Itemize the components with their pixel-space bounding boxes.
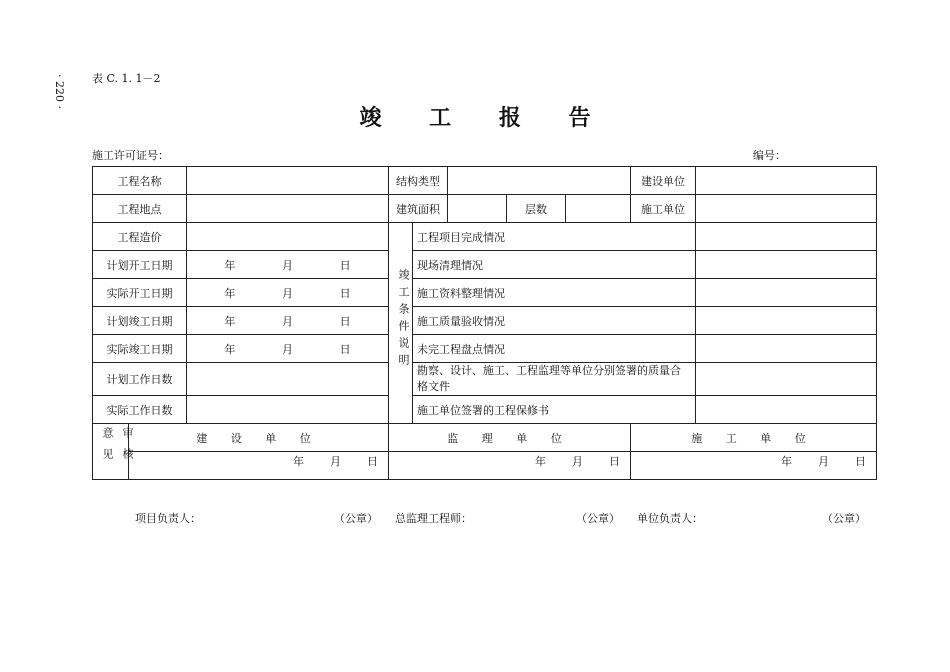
actual-workdays-field[interactable] bbox=[187, 396, 389, 424]
owner-review-header: 建 设 单 位 bbox=[129, 424, 389, 452]
year-label: 年 bbox=[224, 286, 236, 300]
contractor-seal-label: （公章） bbox=[822, 512, 866, 525]
owner-unit-field[interactable] bbox=[696, 167, 877, 195]
actual-workdays-label: 实际工作日数 bbox=[93, 396, 187, 424]
completion-report-table bbox=[92, 166, 877, 525]
condition-field[interactable] bbox=[696, 363, 877, 396]
condition-item: 施工单位签署的工程保修书 bbox=[413, 396, 696, 424]
contractor-review-cell[interactable] bbox=[631, 452, 877, 525]
month-label: 月 bbox=[572, 455, 583, 468]
floors-field[interactable] bbox=[566, 195, 631, 223]
day-label: 日 bbox=[339, 258, 351, 272]
planned-start-label: 计划开工日期 bbox=[93, 251, 187, 279]
building-area-label: 建筑面积 bbox=[389, 195, 448, 223]
month-label: 月 bbox=[818, 455, 829, 468]
building-area-field[interactable] bbox=[448, 195, 507, 223]
review-label bbox=[93, 424, 134, 480]
month-label: 月 bbox=[281, 314, 293, 328]
review-label-text: 审核意见 bbox=[101, 427, 134, 469]
condition-field[interactable] bbox=[696, 335, 877, 363]
month-label: 月 bbox=[330, 455, 341, 468]
condition-field[interactable] bbox=[696, 251, 877, 279]
project-location-label: 工程地点 bbox=[93, 195, 187, 223]
structure-type-field[interactable] bbox=[448, 167, 631, 195]
planned-completion-field[interactable] bbox=[187, 307, 389, 335]
owner-seal-label: （公章） bbox=[334, 512, 378, 525]
project-name-field[interactable] bbox=[187, 167, 389, 195]
actual-completion-label: 实际竣工日期 bbox=[93, 335, 187, 363]
owner-review-cell[interactable] bbox=[129, 452, 389, 525]
actual-start-label: 实际开工日期 bbox=[93, 279, 187, 307]
condition-item: 未完工程盘点情况 bbox=[413, 335, 696, 363]
year-label: 年 bbox=[781, 455, 792, 468]
year-label: 年 bbox=[224, 314, 236, 328]
supervisor-review-header: 监 理 单 位 bbox=[389, 424, 631, 452]
day-label: 日 bbox=[339, 286, 351, 300]
table-number: 表 C. 1. 1－2 bbox=[92, 72, 161, 85]
month-label: 月 bbox=[281, 258, 293, 272]
condition-field[interactable] bbox=[696, 396, 877, 424]
month-label: 月 bbox=[281, 342, 293, 356]
planned-workdays-label: 计划工作日数 bbox=[93, 363, 187, 396]
year-label: 年 bbox=[224, 258, 236, 272]
planned-start-field[interactable] bbox=[187, 251, 389, 279]
serial-number-label: 编号： bbox=[753, 149, 786, 162]
contractor-unit-label: 施工单位 bbox=[631, 195, 696, 223]
project-cost-label: 工程造价 bbox=[93, 223, 187, 251]
condition-item: 施工资料整理情况 bbox=[413, 279, 696, 307]
structure-type-label: 结构类型 bbox=[389, 167, 448, 195]
year-label: 年 bbox=[293, 455, 304, 468]
condition-item: 施工质量验收情况 bbox=[413, 307, 696, 335]
supervisor-review-cell[interactable] bbox=[389, 452, 631, 525]
condition-field[interactable] bbox=[696, 307, 877, 335]
page-title: 竣 工 报 告 bbox=[359, 105, 611, 131]
condition-field[interactable] bbox=[696, 279, 877, 307]
year-label: 年 bbox=[224, 342, 236, 356]
supervisor-seal-label: （公章） bbox=[576, 512, 620, 525]
condition-item: 现场清理情况 bbox=[413, 251, 696, 279]
page-number: · 220 · bbox=[53, 74, 66, 109]
day-label: 日 bbox=[367, 455, 378, 468]
conditions-group-label bbox=[389, 223, 413, 424]
contractor-review-header: 施 工 单 位 bbox=[631, 424, 877, 452]
actual-start-field[interactable] bbox=[187, 279, 389, 307]
owner-signer-label: 项目负责人： bbox=[135, 512, 201, 525]
day-label: 日 bbox=[339, 342, 351, 356]
day-label: 日 bbox=[855, 455, 866, 468]
supervisor-signer-label: 总监理工程师： bbox=[395, 512, 472, 525]
actual-completion-field[interactable] bbox=[187, 335, 389, 363]
condition-item: 勘察、设计、施工、工程监理等单位分别签署的质量合格文件 bbox=[413, 363, 696, 396]
contractor-signer-label: 单位负责人： bbox=[637, 512, 703, 525]
condition-item: 工程项目完成情况 bbox=[413, 223, 696, 251]
project-cost-field[interactable] bbox=[187, 223, 389, 251]
planned-workdays-field[interactable] bbox=[187, 363, 389, 396]
conditions-group-text: 竣工条件说明 bbox=[397, 268, 410, 371]
contractor-unit-field[interactable] bbox=[696, 195, 877, 223]
month-label: 月 bbox=[281, 286, 293, 300]
day-label: 日 bbox=[339, 314, 351, 328]
day-label: 日 bbox=[609, 455, 620, 468]
project-location-field[interactable] bbox=[187, 195, 389, 223]
permit-number-label: 施工许可证号： bbox=[92, 149, 169, 162]
project-name-label: 工程名称 bbox=[93, 167, 187, 195]
owner-unit-label: 建设单位 bbox=[631, 167, 696, 195]
condition-field[interactable] bbox=[696, 223, 877, 251]
year-label: 年 bbox=[535, 455, 546, 468]
planned-completion-label: 计划竣工日期 bbox=[93, 307, 187, 335]
floors-label: 层数 bbox=[507, 195, 566, 223]
